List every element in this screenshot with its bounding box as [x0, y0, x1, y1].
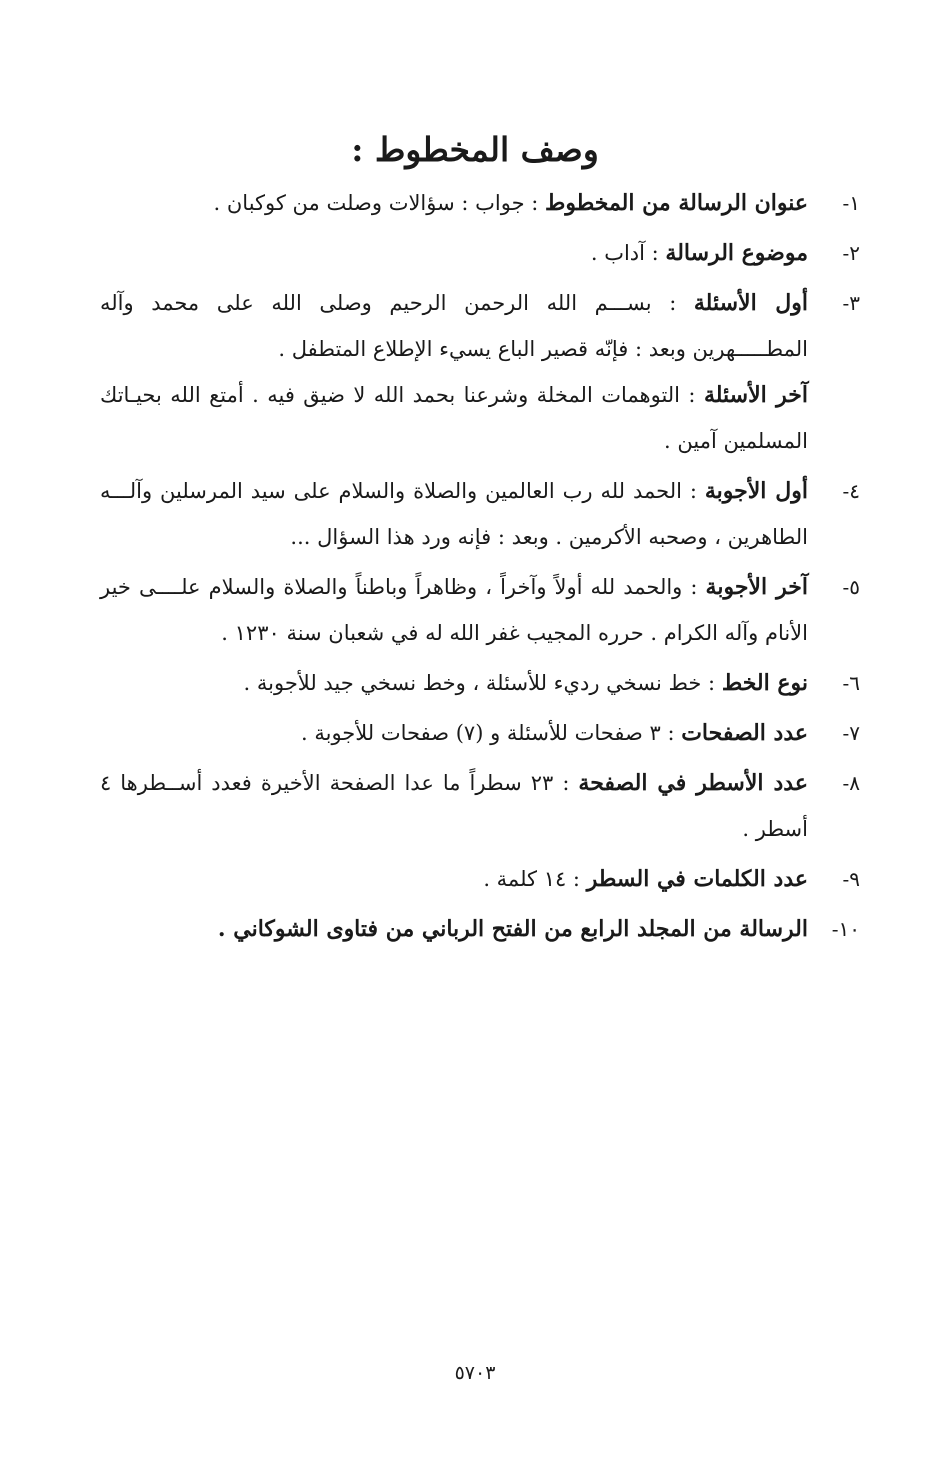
item-text-secondary: : التوهمات المخلة وشرعنا بحمد الله لا ضيق فيه . أمتع الله بحيـاتك المسلمين آمين . — [100, 383, 808, 453]
list-item — [100, 856, 860, 902]
item-number: ٢- — [842, 241, 860, 265]
item-number: ٤- — [842, 479, 860, 503]
item-number: ٨- — [842, 771, 860, 795]
item-number: ٦- — [842, 671, 860, 695]
item-text: : الحمد لله رب العالمين والصلاة والسلام على سيد المرسلين وآلـــه الطاهرين ، وصحبه الأكرمين . وبعد : فإنه ورد هذا السؤال ... — [100, 479, 808, 549]
item-label: عدد الأسطر في الصفحة — [578, 770, 808, 796]
item-text: : ١٤ كلمة . — [483, 867, 587, 891]
list-item — [100, 760, 860, 852]
list-item — [100, 230, 860, 276]
item-line — [100, 280, 808, 372]
item-number: ١- — [842, 191, 860, 215]
list-item — [100, 180, 860, 226]
list-item — [100, 468, 860, 560]
page-number: ٥٧٠٣ — [454, 1362, 496, 1384]
page-title: وصف المخطوط : — [351, 130, 599, 169]
list-item — [100, 906, 860, 952]
item-text: : جواب : سؤالات وصلت من كوكبان . — [213, 191, 545, 215]
item-label: الرسالة من المجلد الرابع من الفتح الرباني من فتاوى الشوكاني . — [217, 916, 808, 942]
item-label: أول الأسئلة — [693, 290, 808, 316]
item-label: عدد الصفحات — [681, 720, 808, 746]
description-list — [100, 180, 860, 956]
item-text: : آداب . — [590, 241, 666, 265]
item-label: آخر الأجوبة — [705, 574, 808, 600]
list-item — [100, 564, 860, 656]
item-label: موضوع الرسالة — [665, 240, 808, 266]
item-text: : خط نسخي رديء للأسئلة ، وخط نسخي جيد للأجوبة . — [243, 671, 722, 695]
item-text: : ٢٣ سطراً ما عدا الصفحة الأخيرة فعدد أســطرها ٤ أسطر . — [100, 771, 808, 841]
item-label: عنوان الرسالة من المخطوط — [545, 190, 808, 216]
item-label: عدد الكلمات في السطر — [586, 866, 808, 892]
item-label-secondary: آخر الأسئلة — [703, 382, 809, 408]
list-item — [100, 660, 860, 706]
item-label: أول الأجوبة — [704, 478, 808, 504]
item-label: نوع الخط — [721, 670, 808, 696]
item-number: ١٠- — [831, 917, 860, 941]
item-text: : بســـم الله الرحمن الرحيم وصلى الله على محمد وآله المطـــــهرين وبعد : فإنّه قصير الباع يسيء الإطلاع المتطفل . — [100, 291, 808, 361]
item-number: ٩- — [842, 867, 860, 891]
item-text: : والحمد لله أولاً وآخراً ، وظاهراً وباطناً والصلاة والسلام علــــى خير الأنام وآله الكرام . حرره المجيب غفر الله له في شعبان سنة ١٢٣٠ . — [100, 575, 808, 645]
list-item — [100, 280, 860, 464]
item-text: : ٣ صفحات للأسئلة و (٧) صفحات للأجوبة . — [300, 721, 682, 745]
item-line — [100, 372, 808, 464]
item-number: ٥- — [842, 575, 860, 599]
item-number: ٣- — [842, 291, 860, 315]
list-item — [100, 710, 860, 756]
item-number: ٧- — [842, 721, 860, 745]
